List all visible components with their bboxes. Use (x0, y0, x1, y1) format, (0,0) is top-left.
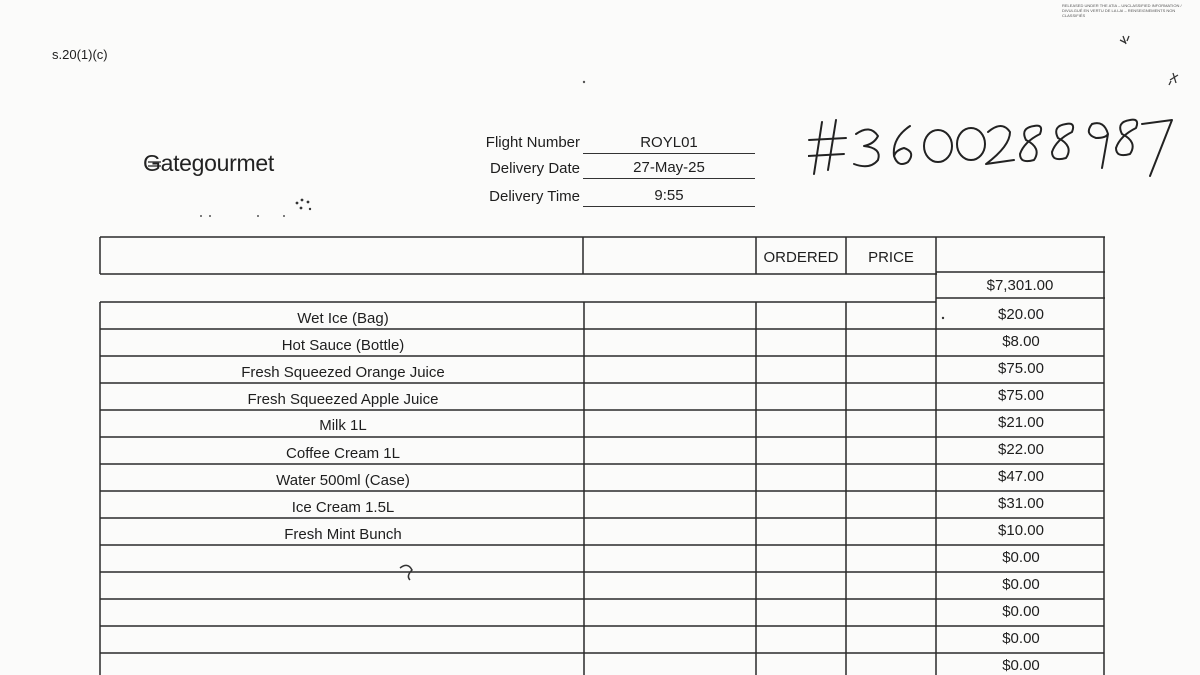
flight-number-label: Flight Number (485, 134, 580, 151)
line-total: $21.00 (998, 414, 1044, 431)
line-total: $22.00 (998, 441, 1044, 458)
line-total: $0.00 (1002, 576, 1040, 593)
line-total: $31.00 (998, 495, 1044, 512)
line-total: $0.00 (1002, 657, 1040, 674)
item-name: Wet Ice (Bag) (297, 310, 389, 327)
item-name: Water 500ml (Case) (276, 472, 410, 489)
line-total: $75.00 (998, 387, 1044, 404)
item-name: Milk 1L (319, 417, 367, 434)
line-total: $0.00 (1002, 603, 1040, 620)
price-column-header: PRICE (868, 249, 914, 266)
delivery-time-label: Delivery Time (489, 188, 580, 205)
item-name: Ice Cream 1.5L (291, 499, 395, 516)
item-name: Coffee Cream 1L (286, 445, 400, 462)
item-name: Fresh Mint Bunch (284, 526, 402, 543)
grand-total-value: $7,301.00 (986, 277, 1054, 294)
line-total: $75.00 (998, 360, 1044, 377)
line-total: $0.00 (1002, 630, 1040, 647)
line-total: $8.00 (1002, 333, 1040, 350)
line-total: $47.00 (998, 468, 1044, 485)
ordered-column-header: ORDERED (763, 249, 839, 266)
brand-name: Gategourmet (143, 150, 274, 176)
release-stamp: RELEASED UNDER THE ATIA – UNCLASSIFIED INFORMATION / DIVULGUÉ EN VERTU DE LA LAI – RENSEIGNEMENTS NON CLASSIFIÉS (1062, 3, 1182, 18)
delivery-date-value: 27-May-25 (583, 158, 755, 179)
line-total: $20.00 (998, 306, 1044, 323)
line-total: $10.00 (998, 522, 1044, 539)
item-name: Fresh Squeezed Orange Juice (241, 364, 445, 381)
item-name: Hot Sauce (Bottle) (281, 337, 405, 354)
item-name: Fresh Squeezed Apple Juice (247, 391, 439, 408)
flight-number-value: ROYL01 (583, 133, 755, 154)
line-total: $0.00 (1002, 549, 1040, 566)
exemption-code: s.20(1)(c) (52, 47, 108, 62)
delivery-date-label: Delivery Date (489, 160, 580, 177)
delivery-time-value: 9:55 (583, 186, 755, 207)
